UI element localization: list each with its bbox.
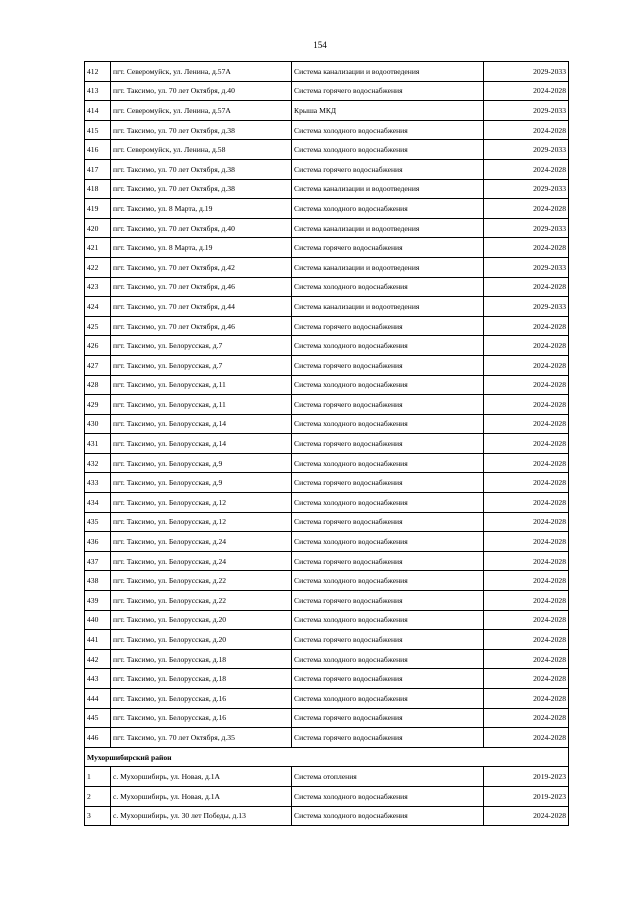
table-row <box>85 316 569 336</box>
row-system: Система холодного водоснабжения <box>292 453 484 473</box>
row-number: 416 <box>85 140 111 160</box>
row-number: 418 <box>85 179 111 199</box>
row-system: Система холодного водоснабжения <box>292 786 484 806</box>
row-period: 2024-2028 <box>484 610 569 630</box>
row-system: Система холодного водоснабжения <box>292 571 484 591</box>
row-system: Система горячего водоснабжения <box>292 159 484 179</box>
row-system: Система холодного водоснабжения <box>292 532 484 552</box>
row-address: пгт. Таксимо, ул. 70 лет Октября, д.38 <box>111 179 292 199</box>
table-row <box>85 101 569 121</box>
row-period: 2024-2028 <box>484 375 569 395</box>
row-address: пгт. Северомуйск, ул. Ленина, д.57А <box>111 62 292 82</box>
row-number: 430 <box>85 414 111 434</box>
registry-rows-part-a <box>85 62 569 748</box>
row-period: 2024-2028 <box>484 355 569 375</box>
row-number: 424 <box>85 297 111 317</box>
row-system: Система горячего водоснабжения <box>292 708 484 728</box>
row-period: 2024-2028 <box>484 806 569 826</box>
row-system: Система холодного водоснабжения <box>292 336 484 356</box>
row-address: пгт. Таксимо, ул. Белорусская, д.7 <box>111 355 292 375</box>
row-address: пгт. Таксимо, ул. Белорусская, д.14 <box>111 414 292 434</box>
row-period: 2024-2028 <box>484 512 569 532</box>
row-number: 432 <box>85 453 111 473</box>
row-address: пгт. Таксимо, ул. Белорусская, д.24 <box>111 532 292 552</box>
section-header: Мухоршибирский район <box>85 747 569 767</box>
row-address: с. Мухоршибирь, ул. Новая, д.1А <box>111 767 292 787</box>
row-system: Система холодного водоснабжения <box>292 493 484 513</box>
row-number: 417 <box>85 159 111 179</box>
table-row <box>85 238 569 258</box>
table-row <box>85 159 569 179</box>
row-system: Система канализации и водоотведения <box>292 179 484 199</box>
row-address: пгт. Таксимо, ул. Белорусская, д.9 <box>111 473 292 493</box>
row-number: 444 <box>85 689 111 709</box>
table-row <box>85 179 569 199</box>
table-row <box>85 297 569 317</box>
table-row <box>85 512 569 532</box>
row-system: Система горячего водоснабжения <box>292 473 484 493</box>
table-row <box>85 591 569 611</box>
row-number: 421 <box>85 238 111 258</box>
table-row <box>85 728 569 748</box>
row-system: Система горячего водоснабжения <box>292 238 484 258</box>
row-number: 440 <box>85 610 111 630</box>
row-system: Система горячего водоснабжения <box>292 630 484 650</box>
row-period: 2024-2028 <box>484 159 569 179</box>
row-period: 2019-2023 <box>484 786 569 806</box>
row-period: 2019-2023 <box>484 767 569 787</box>
row-address: пгт. Таксимо, ул. 70 лет Октября, д.40 <box>111 81 292 101</box>
table-row <box>85 81 569 101</box>
row-number: 414 <box>85 101 111 121</box>
row-period: 2024-2028 <box>484 669 569 689</box>
row-system: Система горячего водоснабжения <box>292 434 484 454</box>
row-address: пгт. Таксимо, ул. 8 Марта, д.19 <box>111 199 292 219</box>
row-address: пгт. Таксимо, ул. 8 Марта, д.19 <box>111 238 292 258</box>
row-system: Система канализации и водоотведения <box>292 297 484 317</box>
row-number: 422 <box>85 257 111 277</box>
registry-table <box>84 61 569 826</box>
row-number: 419 <box>85 199 111 219</box>
table-row <box>85 336 569 356</box>
row-address: пгт. Таксимо, ул. 70 лет Октября, д.38 <box>111 159 292 179</box>
row-system: Система холодного водоснабжения <box>292 414 484 434</box>
row-period: 2024-2028 <box>484 395 569 415</box>
table-row <box>85 218 569 238</box>
row-period: 2024-2028 <box>484 571 569 591</box>
row-address: пгт. Таксимо, ул. 70 лет Октября, д.46 <box>111 277 292 297</box>
row-period: 2024-2028 <box>484 453 569 473</box>
row-system: Система горячего водоснабжения <box>292 728 484 748</box>
table-row <box>85 395 569 415</box>
row-system: Система канализации и водоотведения <box>292 62 484 82</box>
row-number: 443 <box>85 669 111 689</box>
table-row <box>85 277 569 297</box>
page-number: 154 <box>313 40 327 50</box>
row-number: 415 <box>85 120 111 140</box>
row-number: 441 <box>85 630 111 650</box>
row-period: 2024-2028 <box>484 434 569 454</box>
row-number: 426 <box>85 336 111 356</box>
row-number: 428 <box>85 375 111 395</box>
row-address: пгт. Таксимо, ул. Белорусская, д.11 <box>111 395 292 415</box>
row-system: Система канализации и водоотведения <box>292 257 484 277</box>
row-address: пгт. Северомуйск, ул. Ленина, д.58 <box>111 140 292 160</box>
row-number: 439 <box>85 591 111 611</box>
row-address: пгт. Таксимо, ул. Белорусская, д.16 <box>111 689 292 709</box>
row-system: Система горячего водоснабжения <box>292 395 484 415</box>
row-number: 434 <box>85 493 111 513</box>
row-period: 2024-2028 <box>484 277 569 297</box>
row-period: 2029-2033 <box>484 297 569 317</box>
row-period: 2024-2028 <box>484 591 569 611</box>
row-period: 2029-2033 <box>484 140 569 160</box>
table-row <box>85 375 569 395</box>
row-system: Система холодного водоснабжения <box>292 140 484 160</box>
row-number: 425 <box>85 316 111 336</box>
row-number: 423 <box>85 277 111 297</box>
row-number: 420 <box>85 218 111 238</box>
row-period: 2024-2028 <box>484 630 569 650</box>
row-system: Система горячего водоснабжения <box>292 316 484 336</box>
row-system: Система холодного водоснабжения <box>292 689 484 709</box>
row-number: 446 <box>85 728 111 748</box>
row-period: 2024-2028 <box>484 649 569 669</box>
table-row <box>85 689 569 709</box>
row-address: пгт. Таксимо, ул. Белорусская, д.18 <box>111 649 292 669</box>
row-period: 2024-2028 <box>484 493 569 513</box>
row-system: Система холодного водоснабжения <box>292 277 484 297</box>
table-row <box>85 786 569 806</box>
table-row <box>85 257 569 277</box>
row-system: Система холодного водоснабжения <box>292 610 484 630</box>
table-row <box>85 434 569 454</box>
row-address: пгт. Таксимо, ул. Белорусская, д.24 <box>111 551 292 571</box>
row-period: 2029-2033 <box>484 62 569 82</box>
row-period: 2024-2028 <box>484 414 569 434</box>
table-row <box>85 806 569 826</box>
table-row <box>85 120 569 140</box>
row-number: 1 <box>85 767 111 787</box>
row-number: 445 <box>85 708 111 728</box>
table-row <box>85 140 569 160</box>
row-system: Система горячего водоснабжения <box>292 81 484 101</box>
row-period: 2024-2028 <box>484 532 569 552</box>
row-address: пгт. Таксимо, ул. Белорусская, д.16 <box>111 708 292 728</box>
table-row <box>85 571 569 591</box>
row-address: пгт. Таксимо, ул. Белорусская, д.22 <box>111 591 292 611</box>
row-system: Система холодного водоснабжения <box>292 806 484 826</box>
row-system: Крыша МКД <box>292 101 484 121</box>
row-system: Система горячего водоснабжения <box>292 591 484 611</box>
row-number: 412 <box>85 62 111 82</box>
row-address: пгт. Таксимо, ул. 70 лет Октября, д.38 <box>111 120 292 140</box>
row-period: 2024-2028 <box>484 316 569 336</box>
row-period: 2024-2028 <box>484 689 569 709</box>
table-row <box>85 610 569 630</box>
row-number: 436 <box>85 532 111 552</box>
table-row <box>85 62 569 82</box>
row-address: пгт. Таксимо, ул. Белорусская, д.22 <box>111 571 292 591</box>
row-address: пгт. Таксимо, ул. Белорусская, д.18 <box>111 669 292 689</box>
row-system: Система горячего водоснабжения <box>292 512 484 532</box>
row-address: пгт. Таксимо, ул. Белорусская, д.9 <box>111 453 292 473</box>
table-row <box>85 532 569 552</box>
row-period: 2024-2028 <box>484 473 569 493</box>
row-system: Система горячего водоснабжения <box>292 669 484 689</box>
row-system: Система канализации и водоотведения <box>292 218 484 238</box>
row-address: пгт. Таксимо, ул. Белорусская, д.14 <box>111 434 292 454</box>
row-number: 438 <box>85 571 111 591</box>
row-system: Система холодного водоснабжения <box>292 199 484 219</box>
table-row <box>85 355 569 375</box>
row-address: пгт. Таксимо, ул. Белорусская, д.20 <box>111 630 292 650</box>
row-number: 442 <box>85 649 111 669</box>
table-row <box>85 453 569 473</box>
row-address: пгт. Северомуйск, ул. Ленина, д.57А <box>111 101 292 121</box>
row-system: Система холодного водоснабжения <box>292 649 484 669</box>
row-number: 433 <box>85 473 111 493</box>
row-system: Система горячего водоснабжения <box>292 551 484 571</box>
row-system: Система отопления <box>292 767 484 787</box>
section-row <box>85 747 569 767</box>
table-row <box>85 473 569 493</box>
table-row <box>85 767 569 787</box>
row-period: 2024-2028 <box>484 708 569 728</box>
row-period: 2029-2033 <box>484 218 569 238</box>
row-address: пгт. Таксимо, ул. Белорусская, д.7 <box>111 336 292 356</box>
row-period: 2024-2028 <box>484 199 569 219</box>
row-period: 2024-2028 <box>484 238 569 258</box>
registry-rows-part-b <box>85 767 569 826</box>
row-address: пгт. Таксимо, ул. 70 лет Октября, д.46 <box>111 316 292 336</box>
row-period: 2024-2028 <box>484 336 569 356</box>
row-period: 2024-2028 <box>484 551 569 571</box>
row-number: 413 <box>85 81 111 101</box>
row-address: пгт. Таксимо, ул. 70 лет Октября, д.44 <box>111 297 292 317</box>
row-period: 2024-2028 <box>484 728 569 748</box>
table-row <box>85 199 569 219</box>
table-row <box>85 708 569 728</box>
row-address: пгт. Таксимо, ул. Белорусская, д.12 <box>111 493 292 513</box>
row-number: 429 <box>85 395 111 415</box>
table-row <box>85 630 569 650</box>
row-period: 2029-2033 <box>484 179 569 199</box>
row-address: пгт. Таксимо, ул. 70 лет Октября, д.42 <box>111 257 292 277</box>
table-row <box>85 649 569 669</box>
table-row <box>85 414 569 434</box>
row-address: пгт. Таксимо, ул. Белорусская, д.20 <box>111 610 292 630</box>
row-number: 427 <box>85 355 111 375</box>
table-row <box>85 551 569 571</box>
row-system: Система холодного водоснабжения <box>292 375 484 395</box>
row-period: 2029-2033 <box>484 257 569 277</box>
row-number: 435 <box>85 512 111 532</box>
row-address: с. Мухоршибирь, ул. Новая, д.1А <box>111 786 292 806</box>
row-period: 2024-2028 <box>484 81 569 101</box>
row-period: 2024-2028 <box>484 120 569 140</box>
row-address: пгт. Таксимо, ул. Белорусская, д.11 <box>111 375 292 395</box>
row-number: 437 <box>85 551 111 571</box>
row-address: пгт. Таксимо, ул. Белорусская, д.12 <box>111 512 292 532</box>
section-group <box>85 747 569 767</box>
row-number: 3 <box>85 806 111 826</box>
row-address: пгт. Таксимо, ул. 70 лет Октября, д.40 <box>111 218 292 238</box>
row-system: Система горячего водоснабжения <box>292 355 484 375</box>
row-address: с. Мухоршибирь, ул. 30 лет Победы, д.13 <box>111 806 292 826</box>
row-number: 431 <box>85 434 111 454</box>
row-system: Система холодного водоснабжения <box>292 120 484 140</box>
row-address: пгт. Таксимо, ул. 70 лет Октября, д.35 <box>111 728 292 748</box>
row-period: 2029-2033 <box>484 101 569 121</box>
table-row <box>85 493 569 513</box>
table-row <box>85 669 569 689</box>
row-number: 2 <box>85 786 111 806</box>
